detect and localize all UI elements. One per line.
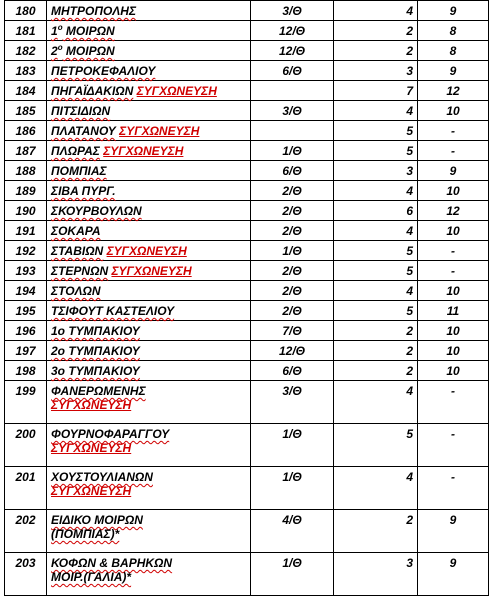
points-value: 9 xyxy=(418,510,489,553)
table-row xyxy=(5,321,489,341)
table-row xyxy=(5,141,489,161)
school-number: 191 xyxy=(5,221,47,241)
positions-count: 2 xyxy=(334,321,418,341)
table-row xyxy=(5,1,489,21)
table-row xyxy=(5,201,489,221)
school-name-cell xyxy=(47,1,251,21)
positions-count: 5 xyxy=(334,241,418,261)
school-type: 2/Θ xyxy=(251,261,334,281)
table-row xyxy=(5,510,489,553)
school-type: 3/Θ xyxy=(251,101,334,121)
positions-count: 4 xyxy=(334,281,418,301)
school-type: 1/Θ xyxy=(251,141,334,161)
merge-label: ΣΥΓΧΩΝΕΥΣΗ xyxy=(51,484,132,498)
table-row xyxy=(5,424,489,467)
school-number: 184 xyxy=(5,81,47,101)
school-type: 1/Θ xyxy=(251,241,334,261)
school-name-rest: ΜΟΙΡΩΝ xyxy=(62,44,115,58)
table-row xyxy=(5,221,489,241)
points-value: - xyxy=(418,121,489,141)
school-name-cell xyxy=(47,261,251,281)
positions-count: 4 xyxy=(334,381,418,424)
school-number: 182 xyxy=(5,41,47,61)
school-name-cell xyxy=(47,221,251,241)
merge-label: ΣΥΓΧΩΝΕΥΣΗ xyxy=(51,441,132,455)
table-row xyxy=(5,553,489,596)
points-value: 9 xyxy=(418,161,489,181)
school-type: 1/Θ xyxy=(251,424,334,467)
school-name: ΕΙΔΙΚΟ ΜΟΙΡΩΝ xyxy=(51,513,143,527)
school-name: ΣΤΟΛΩΝ xyxy=(51,284,101,298)
table-row xyxy=(5,81,489,101)
school-type xyxy=(251,121,334,141)
positions-count: 3 xyxy=(334,161,418,181)
school-number: 200 xyxy=(5,424,47,467)
school-name-cell xyxy=(47,121,251,141)
school-name: ΜΗΤΡΟΠΟΛΗΣ xyxy=(51,4,137,18)
points-value: - xyxy=(418,261,489,281)
school-name: ΤΣΙΦΟΥΤ ΚΑΣΤΕΛΙΟΥ xyxy=(51,304,175,318)
school-number: 197 xyxy=(5,341,47,361)
positions-count: 5 xyxy=(334,424,418,467)
school-name-cell xyxy=(47,281,251,301)
merge-label: ΣΥΓΧΩΝΕΥΣΗ xyxy=(51,398,132,412)
positions-count: 6 xyxy=(334,201,418,221)
table-row xyxy=(5,281,489,301)
table-row xyxy=(5,381,489,424)
school-type: 3/Θ xyxy=(251,381,334,424)
positions-count: 4 xyxy=(334,181,418,201)
table-row xyxy=(5,121,489,141)
school-name-cell xyxy=(47,141,251,161)
school-name-line2: ΜΟΙΡ.(ΓΑΛΙΑ)* xyxy=(51,570,132,584)
school-type: 2/Θ xyxy=(251,181,334,201)
points-value: 12 xyxy=(418,201,489,221)
table-row xyxy=(5,41,489,61)
school-name-cell xyxy=(47,341,251,361)
table-row xyxy=(5,361,489,381)
school-name-cell xyxy=(47,553,251,596)
school-name: ΣΤΑΒΙΩΝ xyxy=(51,244,104,258)
points-value: 9 xyxy=(418,61,489,81)
school-type: 3/Θ xyxy=(251,1,334,21)
school-name: ΠΛΩΡΑΣ xyxy=(51,144,100,158)
points-value: - xyxy=(418,241,489,261)
school-name: ΠΗΓΑΪΔΑΚΙΩΝ xyxy=(51,84,134,98)
school-name: ΠΛΑΤΑΝΟΥ xyxy=(51,124,116,138)
table-row xyxy=(5,261,489,281)
school-name: 1ο ΤΥΜΠΑΚΙΟΥ xyxy=(51,324,140,338)
school-number: 194 xyxy=(5,281,47,301)
table-row xyxy=(5,161,489,181)
school-name: 2ο ΤΥΜΠΑΚΙΟΥ xyxy=(51,344,140,358)
school-name-cell xyxy=(47,101,251,121)
points-value: 10 xyxy=(418,281,489,301)
school-name: 1 xyxy=(51,24,58,38)
school-name: ΣΤΕΡΝΩΝ xyxy=(51,264,109,278)
school-name-line2: (ΠΟΜΠΙΑΣ)* xyxy=(51,527,120,541)
table-row xyxy=(5,241,489,261)
points-value: 8 xyxy=(418,21,489,41)
school-number: 189 xyxy=(5,181,47,201)
school-type: 2/Θ xyxy=(251,301,334,321)
school-name-cell xyxy=(47,81,251,101)
school-name: ΣΚΟΥΡΒΟΥΛΩΝ xyxy=(51,204,142,218)
points-value: 11 xyxy=(418,301,489,321)
positions-count: 2 xyxy=(334,21,418,41)
school-name-cell xyxy=(47,161,251,181)
positions-count: 7 xyxy=(334,81,418,101)
table-row xyxy=(5,301,489,321)
points-value: 9 xyxy=(418,553,489,596)
positions-count: 2 xyxy=(334,361,418,381)
school-type: 6/Θ xyxy=(251,161,334,181)
school-name: ΣΙΒΑ ΠΥΡΓ. xyxy=(51,184,116,198)
merge-label: ΣΥΓΧΩΝΕΥΣΗ xyxy=(119,124,200,138)
points-value: 9 xyxy=(418,1,489,21)
school-name-cell xyxy=(47,321,251,341)
school-name: ΠΙΤΣΙΔΙΩΝ xyxy=(51,104,111,118)
positions-count: 2 xyxy=(334,41,418,61)
positions-count: 2 xyxy=(334,341,418,361)
school-type: 6/Θ xyxy=(251,361,334,381)
points-value: - xyxy=(418,141,489,161)
ordinal-superscript: ο xyxy=(57,23,63,32)
points-value: 10 xyxy=(418,101,489,121)
school-type: 2/Θ xyxy=(251,281,334,301)
points-value: 10 xyxy=(418,181,489,201)
table-row xyxy=(5,467,489,510)
school-name-cell xyxy=(47,241,251,261)
table-row xyxy=(5,341,489,361)
school-name-cell xyxy=(47,41,251,61)
positions-count: 4 xyxy=(334,467,418,510)
positions-count: 4 xyxy=(334,101,418,121)
points-value: 10 xyxy=(418,341,489,361)
points-value: 10 xyxy=(418,361,489,381)
points-value: 10 xyxy=(418,321,489,341)
positions-count: 2 xyxy=(334,510,418,553)
school-number: 202 xyxy=(5,510,47,553)
school-type: 12/Θ xyxy=(251,341,334,361)
school-number: 188 xyxy=(5,161,47,181)
school-name-cell xyxy=(47,467,251,510)
school-name-cell xyxy=(47,424,251,467)
school-name: ΦΑΝΕΡΩΜΕΝΗΣ xyxy=(51,384,146,398)
school-number: 199 xyxy=(5,381,47,424)
school-name: ΠΕΤΡΟΚΕΦΑΛΙΟΥ xyxy=(51,64,156,78)
positions-count: 4 xyxy=(334,221,418,241)
school-number: 186 xyxy=(5,121,47,141)
school-number: 183 xyxy=(5,61,47,81)
table-row xyxy=(5,101,489,121)
table-row xyxy=(5,21,489,41)
ordinal-superscript: ο xyxy=(57,43,63,52)
school-name-cell xyxy=(47,61,251,81)
points-value: 8 xyxy=(418,41,489,61)
school-name-cell xyxy=(47,301,251,321)
schools-table xyxy=(4,0,489,596)
school-number: 192 xyxy=(5,241,47,261)
positions-count: 3 xyxy=(334,61,418,81)
school-name: 3ο ΤΥΜΠΑΚΙΟΥ xyxy=(51,364,140,378)
school-number: 193 xyxy=(5,261,47,281)
school-number: 203 xyxy=(5,553,47,596)
school-number: 190 xyxy=(5,201,47,221)
positions-count: 5 xyxy=(334,301,418,321)
school-type: 4/Θ xyxy=(251,510,334,553)
table-row xyxy=(5,61,489,81)
school-name-cell xyxy=(47,361,251,381)
school-number: 195 xyxy=(5,301,47,321)
positions-count: 5 xyxy=(334,121,418,141)
positions-count: 5 xyxy=(334,261,418,281)
points-value: - xyxy=(418,381,489,424)
school-number: 198 xyxy=(5,361,47,381)
merge-label: ΣΥΓΧΩΝΕΥΣΗ xyxy=(136,84,217,98)
positions-count: 3 xyxy=(334,553,418,596)
points-value: - xyxy=(418,424,489,467)
merge-label: ΣΥΓΧΩΝΕΥΣΗ xyxy=(111,264,192,278)
points-value: 12 xyxy=(418,81,489,101)
school-number: 196 xyxy=(5,321,47,341)
school-name: ΠΟΜΠΙΑΣ xyxy=(51,164,107,178)
merge-label: ΣΥΓΧΩΝΕΥΣΗ xyxy=(106,244,187,258)
school-name: ΚΟΦΩΝ & ΒΑΡΗΚΩΝ xyxy=(51,556,173,570)
school-name-cell xyxy=(47,181,251,201)
merge-label: ΣΥΓΧΩΝΕΥΣΗ xyxy=(103,144,184,158)
school-name-cell xyxy=(47,381,251,424)
school-type: 1/Θ xyxy=(251,553,334,596)
school-name: ΦΟΥΡΝΟΦΑΡΑΓΓΟΥ xyxy=(51,427,170,441)
points-value: - xyxy=(418,467,489,510)
school-type: 12/Θ xyxy=(251,21,334,41)
school-name-cell xyxy=(47,21,251,41)
table-body xyxy=(5,1,489,596)
school-number: 181 xyxy=(5,21,47,41)
school-name: 2 xyxy=(51,44,58,58)
school-number: 201 xyxy=(5,467,47,510)
school-name: ΣΟΚΑΡΑ xyxy=(51,224,101,238)
school-number: 180 xyxy=(5,1,47,21)
school-name-rest: ΜΟΙΡΩΝ xyxy=(62,24,115,38)
positions-count: 5 xyxy=(334,141,418,161)
school-number: 187 xyxy=(5,141,47,161)
school-type: 12/Θ xyxy=(251,41,334,61)
table-row xyxy=(5,181,489,201)
school-name-cell xyxy=(47,201,251,221)
school-type: 6/Θ xyxy=(251,61,334,81)
school-name: ΧΟΥΣΤΟΥΛΙΑΝΩΝ xyxy=(51,470,153,484)
school-type: 1/Θ xyxy=(251,467,334,510)
school-type: 2/Θ xyxy=(251,221,334,241)
school-type xyxy=(251,81,334,101)
school-name-cell xyxy=(47,510,251,553)
positions-count: 4 xyxy=(334,1,418,21)
school-type: 7/Θ xyxy=(251,321,334,341)
school-type: 2/Θ xyxy=(251,201,334,221)
school-number: 185 xyxy=(5,101,47,121)
points-value: 10 xyxy=(418,221,489,241)
